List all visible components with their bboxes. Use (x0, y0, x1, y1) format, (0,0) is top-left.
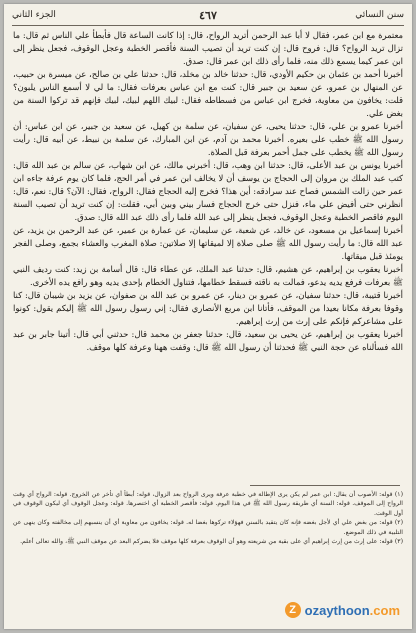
hadith-paragraph: أخبرنا أحمد بن عثمان بن حكيم الأودي، قال: حدثنا خالد بن مخلد، قال: حدثنا علي بن صالح، عن ميسرة بن حبيب، عن المنهال بن عمرو، عن سعيد بن جبير قال: كنت مع ابن عباس بعرفات فقال: ما لي لا أسمع الناس يلبون؟ قلت: يخافون من معاوية، فخرج ابن عباس من فسطاطه فقال: لبيك اللهم لبيك، لبيك فإنهم قد تركوا السنة من بغض علي. (13, 69, 403, 118)
watermark-logo (285, 599, 400, 621)
hadith-paragraph: أخبرنا يعقوب بن إبراهيم، عن هشيم، قال: حدثنا عبد الملك، عن عطاء قال: قال أسامة بن زيد: كنت رديف النبي ﷺ بعرفات فرفع يديه يدعو، فمالت به ناقته فسقط خطامها، فتناول الخطام بإحدى يديه وهو رافع يده الأخرى. (13, 264, 403, 287)
hadith-paragraph: أخبرنا إسماعيل بن مسعود، عن خالد، عن شعبة، عن سليمان، عن عمارة بن عمير، عن عبد الرحمن بن يزيد، عن عبد الله قال: ما رأيت رسول الله ﷺ صلى صلاة إلا لميقاتها إلا صلاتين: صلاة المغرب والعشاء بجمع، وصلى الفجر يومئذ قبل ميقاتها. (13, 225, 403, 261)
logo-wordmark (305, 603, 400, 618)
footnote: (٢) قوله: من بغض علي أي لأجل بغضه فإنه كان يتقيد بالسنن فهؤلاء تركوها بغضا له. قوله: يخافون من معاوية أي أن ينسبهم إلى مخالفته وكان ينهى عن التلبية في ذلك الموضع. (13, 519, 403, 536)
hadith-paragraph: معتمرة مع ابن عمر، فقال لا أبا عبد الرحمن أتريد الرواح، قال: إذا كانت الساعة قال فأبطأ علي الناس ثم قال: ما تزال تريد الرواح؟ قال: فروح قال: إن كنت تريد أن تصيب السنة فأقصر الخطبة وعجل الوقوف، فجعل ينظر إلى ابن عمر كيما يسمع ذلك منه، فلما رأى ذلك ابن عمر قال: صدق. (13, 30, 403, 66)
main-text (13, 29, 403, 479)
hadith-paragraph: أخبرنا قتيبة، قال: حدثنا سفيان، عن عمرو بن دينار، عن عمرو بن عبد الله بن صفوان، عن يزيد بن شيبان قال: كنا وقوفا بعرفة مكانا بعيدا من الموقف، فأتانا ابن مربع الأنصاري فقال: إني رسول رسول الله ﷺ إليكم يقول: كونوا على مشاعركم فإنكم على إرث من إرث إبراهيم. (13, 290, 403, 326)
footnote: (١) قوله: الأصوب أن يقال: ابن عمر لم يكن يرى الإطالة في خطبة عرفة ويرى الرواح بعد الزوال، قوله: أبطأ أي تأخر عن الخروج. قوله: الرواح أي وقت الرواح إلى الموقف. قوله: السنة أي طريقة رسول الله ﷺ في هذا اليوم. قوله: فأقصر الخطبة أي اختصرها. قوله: وعجل الوقوف أي ليكون الوقوف في أول الوقت. (13, 491, 403, 517)
book-title: سنن النسائي (355, 10, 404, 20)
hadith-paragraph: أخبرنا يونس بن عبد الأعلى، قال: حدثنا ابن وهب، قال: أخبرني مالك، عن ابن شهاب، عن سالم بن عبد الله قال: كتب عبد الملك بن مروان إلى الحجاج بن يوسف أن لا يخالف ابن عمر في أمر الحج، فلما كان يوم عرفة جاءه ابن عمر حين زالت الشمس فصاح عند سرادقه: أين هذا؟ فخرج إليه الحجاج فقال: الرواح، فقال: الآن؟ قال: نعم، قال: أنظرني حتى أفيض علي ماء، فنزل حتى خرج الحجاج فسار بيني وبين أبي، فقلت: إن كنت تريد أن تصيب السنة اليوم فاقصر الخطبة وعجل الوقوف، فجعل ينظر إلى عبد الله فلما رأى ذلك عبد الله قال: صدق. (13, 160, 403, 222)
hadith-paragraph: أخبرنا عمرو بن علي، قال: حدثنا يحيى، عن سفيان، عن سلمة بن كهيل، عن سعيد بن جبير، عن ابن عباس: أن رسول الله ﷺ خطب على بعيره. أخبرنا محمد بن آدم، عن ابن المبارك، عن سلمة بن نبيط، عن أبيه قال: رأيت رسول الله ﷺ يخطب على جمل أحمر بعرفة قبل الصلاة. (13, 121, 403, 157)
logo-mark-icon: Z (285, 602, 301, 618)
page-header (12, 10, 404, 26)
logo-name: ozaythoon (304, 602, 370, 618)
footnotes (13, 490, 403, 590)
logo-tld: .com (369, 602, 400, 618)
page-number: ٤٦٧ (199, 9, 217, 22)
header-divider (12, 25, 404, 26)
hadith-paragraph: أخبرنا يعقوب بن إبراهيم، عن يحيى بن سعيد، قال: حدثنا جعفر بن محمد قال: حدثني أبي قال: أتينا جابر بن عبد الله فسألناه عن حجة النبي ﷺ فحدثنا أن رسول الله ﷺ قال: وقفت ههنا وعرفة كلها موقف. (13, 329, 403, 352)
book-page (4, 4, 412, 629)
part-label: الجزء الثاني (12, 10, 56, 20)
footnote-divider (250, 485, 400, 486)
footnote: (٣) قوله: على إرث من إرث إبراهيم أي على بقية من شريعته وهو أن الوقوف بعرفة كلها موقف فلا يضركم البعد عن موقف النبي ﷺ، والله تعالى أعلم. (20, 538, 403, 546)
